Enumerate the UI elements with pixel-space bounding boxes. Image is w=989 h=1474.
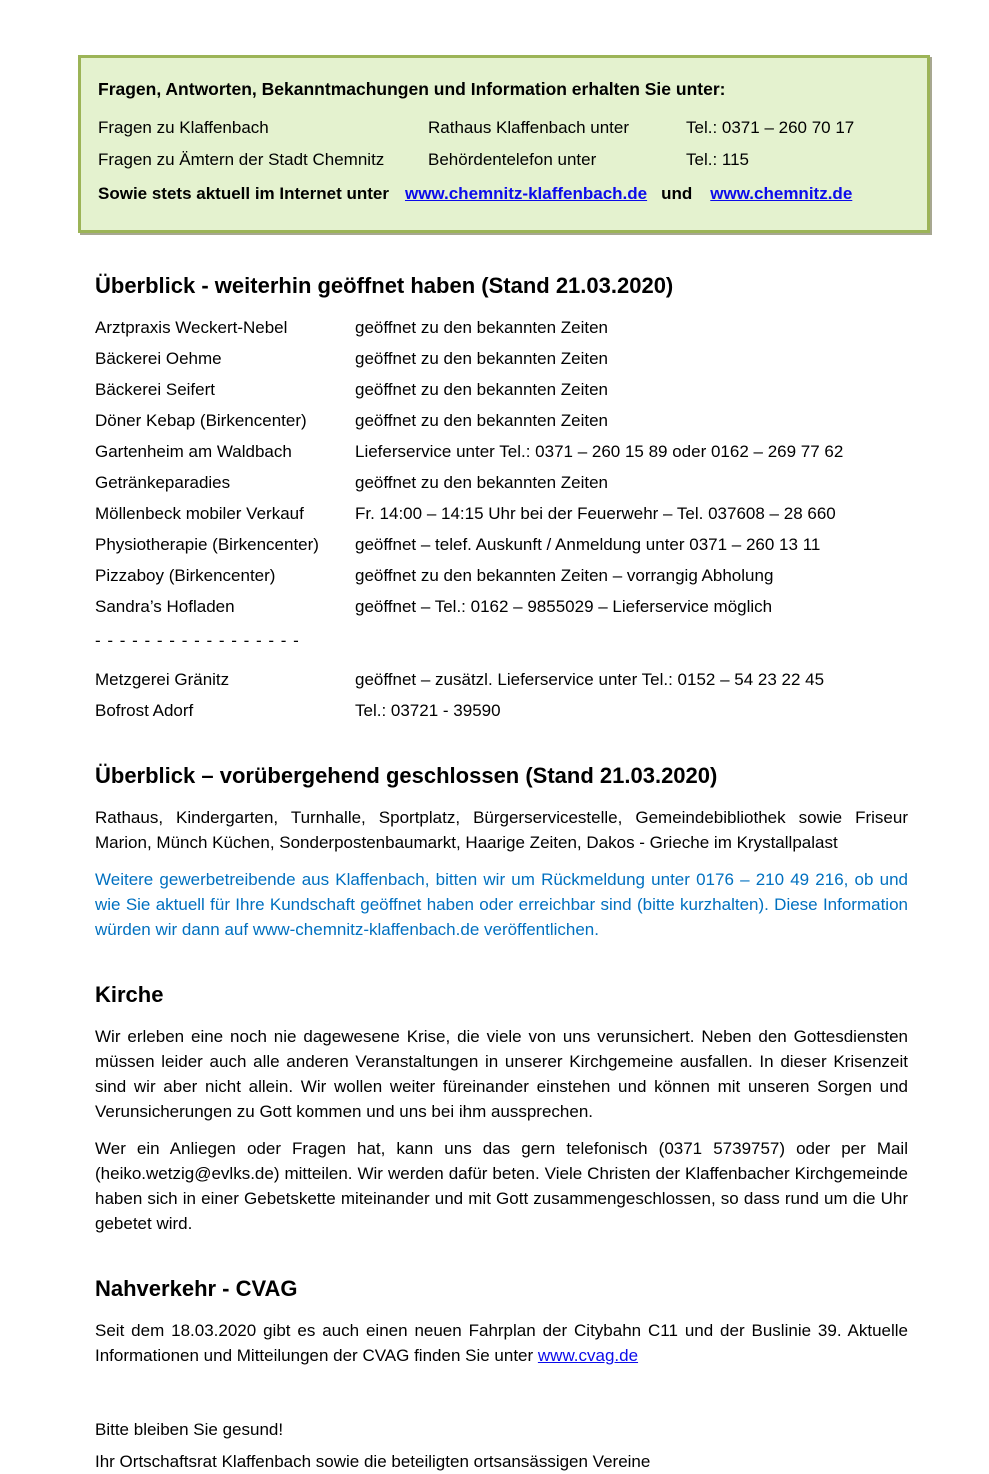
business-name: Bäckerei Oehme	[95, 349, 222, 368]
section-heading-nahverkehr: Nahverkehr - CVAG	[95, 1276, 298, 1301]
list-item	[95, 315, 908, 340]
business-status: geöffnet zu den bekannten Zeiten	[355, 380, 608, 399]
list-item	[95, 532, 908, 557]
info-topic: Fragen zu Klaffenbach	[98, 118, 269, 137]
info-topic: Fragen zu Ämtern der Stadt Chemnitz	[98, 150, 385, 169]
document-content	[95, 273, 908, 1474]
info-place: Rathaus Klaffenbach unter	[428, 118, 629, 137]
info-box-row	[98, 147, 910, 172]
business-name: Physiotherapie (Birkencenter)	[95, 535, 319, 554]
kirche-paragraph-1: Wir erleben eine noch nie dagewesene Krise, die viele von uns verunsichert. Neben den Gottesdiensten müssen leider auch alle anderen Veranstaltungen in unserer Kirchgemeine ausfallen. In dieser Krisenzeit sind wir aber nicht allein. Wir wollen weiter füreinander einstehen und können mit unseren Sorgen und Verunsicherungen zu Gott kommen und uns bei ihm aussprechen.	[95, 1027, 908, 1121]
list-item	[95, 698, 908, 723]
list-item	[95, 667, 908, 692]
business-status: geöffnet zu den bekannten Zeiten	[355, 318, 608, 337]
section-heading-kirche: Kirche	[95, 982, 164, 1007]
list-item	[95, 563, 908, 588]
list-item	[95, 501, 908, 526]
business-name: Sandra’s Hofladen	[95, 597, 235, 616]
business-status: geöffnet – Tel.: 0162 – 9855029 – Lieferservice möglich	[355, 597, 773, 616]
business-status: geöffnet zu den bekannten Zeiten – vorrangig Abholung	[355, 566, 774, 585]
closed-businesses-text: Rathaus, Kindergarten, Turnhalle, Sportplatz, Bürgerservicestelle, Gemeindebibliothek sowie Friseur Marion, Münch Küchen, Sonderpostenbaumarkt, Haarige Zeiten, Dakos - Grieche im Krystallpalast	[95, 808, 908, 852]
signature-line: Ihr Ortschaftsrat Klaffenbach sowie die beteiligten ortsansässigen Vereine	[95, 1452, 651, 1471]
business-status: Fr. 14:00 – 14:15 Uhr bei der Feuerwehr – Tel. 037608 – 28 660	[355, 504, 836, 523]
list-item	[95, 594, 908, 619]
callback-notice-text: Weitere gewerbetreibende aus Klaffenbach, bitten wir um Rückmeldung unter 0176 – 210 49 216, ob und wie Sie aktuell für Ihre Kundschaft geöffnet haben oder erreichbar sind (bitte kurzhalten). Diese Information würden wir dann auf www-chemnitz-klaffenbach.de veröffentlichen.	[95, 870, 908, 939]
chemnitz-klaffenbach-link[interactable]: www.chemnitz-klaffenbach.de	[404, 184, 648, 203]
open-business-list	[95, 315, 908, 619]
business-name: Gartenheim am Waldbach	[95, 442, 292, 461]
cvag-link[interactable]: www.cvag.de	[537, 1346, 639, 1365]
list-item	[95, 346, 908, 371]
business-status: geöffnet – zusätzl. Lieferservice unter Tel.: 0152 – 54 23 22 45	[355, 670, 825, 689]
business-status: geöffnet zu den bekannten Zeiten	[355, 349, 608, 368]
nahverkehr-paragraph	[95, 1318, 908, 1368]
business-name: Pizzaboy (Birkencenter)	[95, 566, 276, 585]
business-name: Metzgerei Gränitz	[95, 670, 230, 689]
business-status: Tel.: 03721 - 39590	[355, 701, 501, 720]
internet-line-prefix: Sowie stets aktuell im Internet unter	[98, 184, 389, 203]
business-name: Möllenbeck mobiler Verkauf	[95, 504, 304, 523]
info-phone: Tel.: 0371 – 260 70 17	[686, 118, 855, 137]
business-status: geöffnet zu den bekannten Zeiten	[355, 473, 608, 492]
extra-business-list	[95, 667, 908, 723]
info-box-row	[98, 115, 910, 140]
dashed-separator: - - - - - - - - - - - - - - - - -	[95, 631, 300, 650]
info-phone: Tel.: 115	[686, 150, 750, 169]
internet-line	[98, 181, 910, 206]
nahverkehr-text: Seit dem 18.03.2020 gibt es auch einen neuen Fahrplan der Citybahn C11 und der Buslinie 39. Aktuelle Informationen und Mitteilungen der CVAG finden Sie unter	[95, 1321, 908, 1365]
stay-healthy-line: Bitte bleiben Sie gesund!	[95, 1420, 284, 1439]
business-name: Bäckerei Seifert	[95, 380, 215, 399]
info-place: Behördentelefon unter	[428, 150, 597, 169]
chemnitz-link[interactable]: www.chemnitz.de	[710, 184, 853, 203]
business-name: Döner Kebap (Birkencenter)	[95, 411, 307, 430]
section-heading-closed: Überblick – vorübergehend geschlossen (Stand 21.03.2020)	[95, 763, 718, 788]
list-item	[95, 377, 908, 402]
business-name: Bofrost Adorf	[95, 701, 194, 720]
list-item	[95, 439, 908, 464]
business-status: geöffnet zu den bekannten Zeiten	[355, 411, 608, 430]
list-item	[95, 408, 908, 433]
business-status: geöffnet – telef. Auskunft / Anmeldung unter 0371 – 260 13 11	[355, 535, 821, 554]
contact-info-box	[78, 55, 930, 233]
list-item	[95, 470, 908, 495]
business-status: Lieferservice unter Tel.: 0371 – 260 15 89 oder 0162 – 269 77 62	[355, 442, 844, 461]
section-heading-open: Überblick - weiterhin geöffnet haben (Stand 21.03.2020)	[95, 273, 674, 298]
internet-line-conjunction: und	[661, 184, 693, 203]
kirche-paragraph-2: Wer ein Anliegen oder Fragen hat, kann uns das gern telefonisch (0371 5739757) oder per Mail (heiko.wetzig@evlks.de) mitteilen. Wir werden dafür beten. Viele Christen der Klaffenbacher Kirchgemeinde haben sich in einer Gebetskette miteinander und mit Gott zusammengeschlossen, so dass rund um die Uhr gebetet wird.	[95, 1139, 908, 1233]
document-page	[0, 55, 989, 1471]
info-box-rows	[98, 115, 910, 172]
business-name: Getränkeparadies	[95, 473, 231, 492]
business-name: Arztpraxis Weckert-Nebel	[95, 318, 288, 337]
info-box-title: Fragen, Antworten, Bekanntmachungen und Information erhalten Sie unter:	[98, 79, 726, 99]
